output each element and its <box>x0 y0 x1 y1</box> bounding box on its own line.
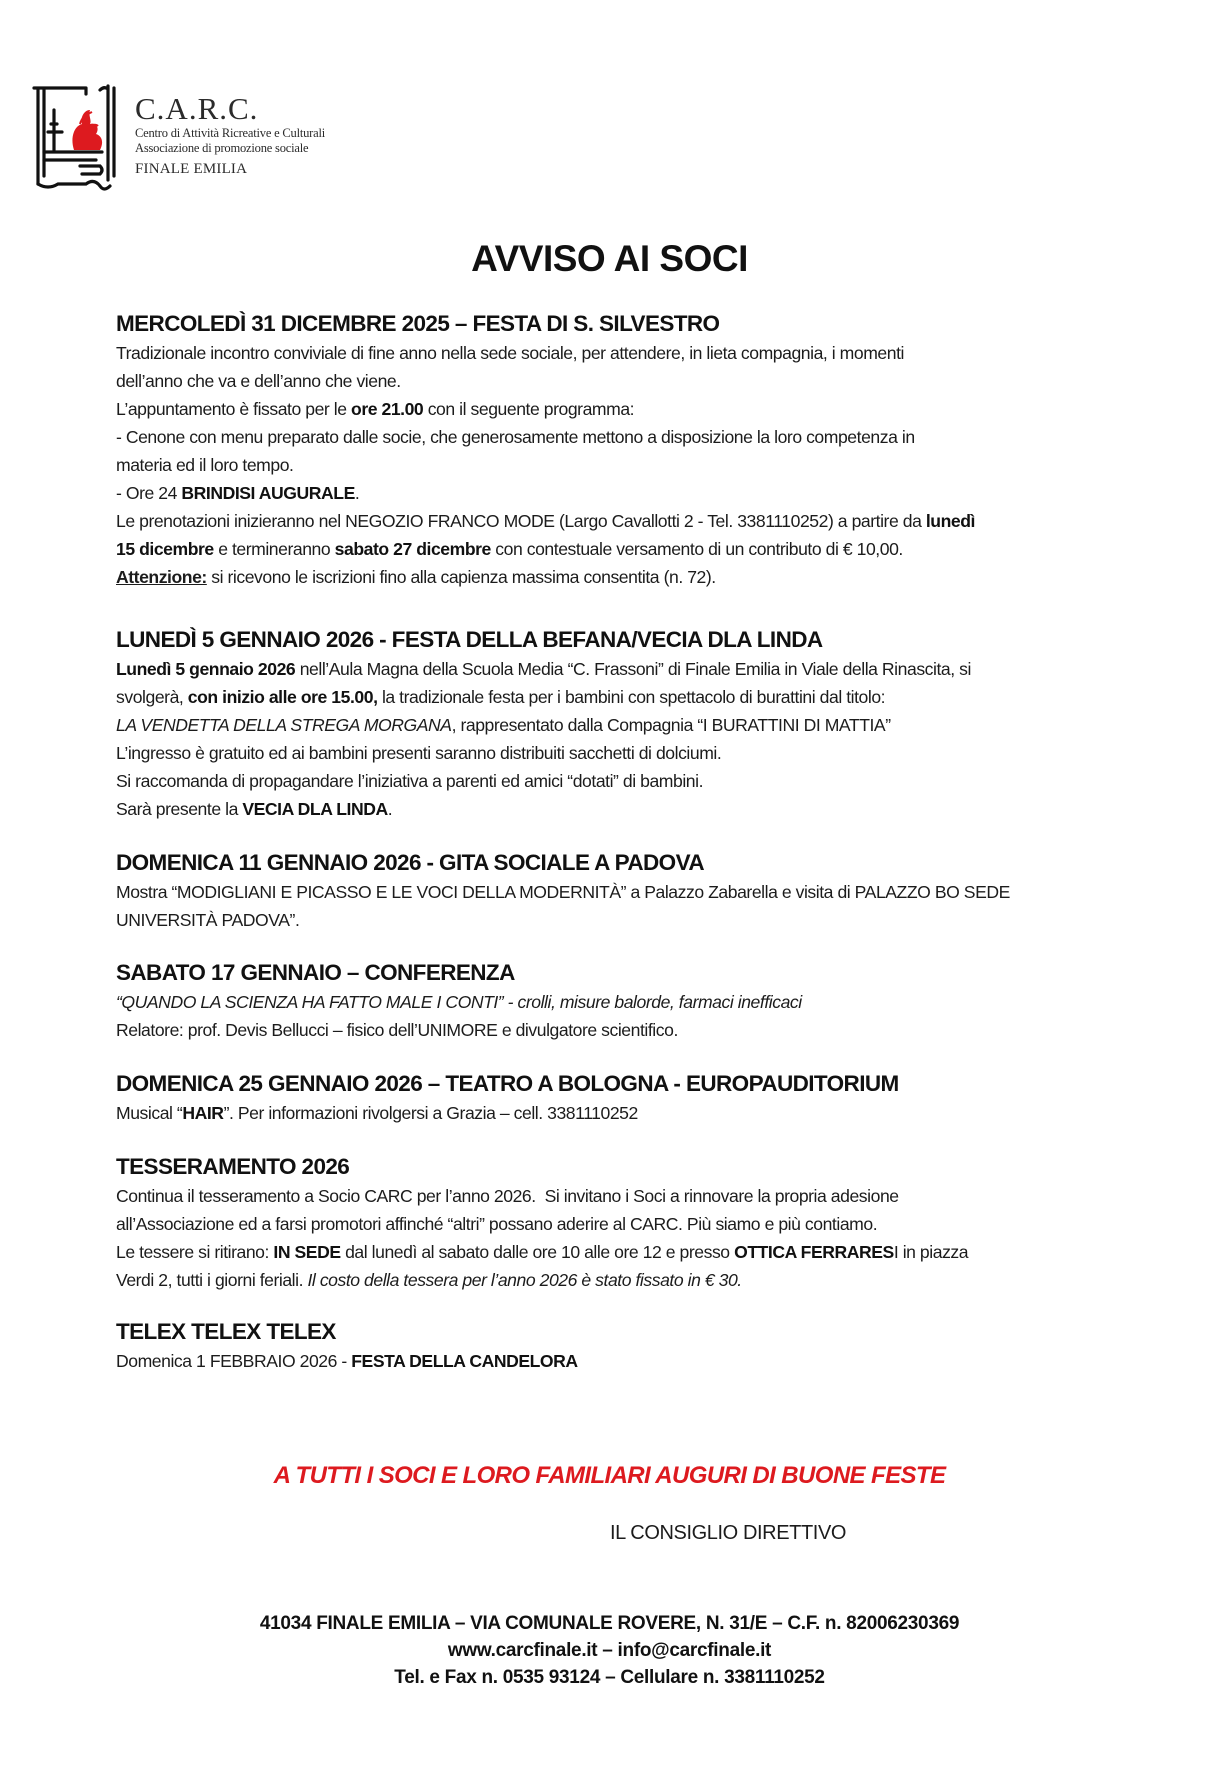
section-heading: SABATO 17 GENNAIO – CONFERENZA <box>116 960 515 985</box>
text-span: I in piazza <box>893 1242 969 1262</box>
text-line <box>116 1099 1176 1127</box>
text-line: - Cenone con menu preparato dalle socie, che generosamente mettono a disposizione la loro competenza in <box>116 427 915 447</box>
section-conferenza <box>116 958 1176 1044</box>
footer-phone: Tel. e Fax n. 0535 93124 – Cellulare n. 3381110252 <box>394 1667 825 1688</box>
brand-city: FINALE EMILIA <box>135 161 248 177</box>
section-padova <box>116 848 1176 934</box>
section-telex <box>116 1317 1176 1375</box>
brand-subtitle-1: Centro di Attività Ricreative e Culturali <box>135 126 326 140</box>
section-silvestro <box>116 309 1176 591</box>
logo-emblem-icon <box>30 80 122 194</box>
section-heading: DOMENICA 11 GENNAIO 2026 - GITA SOCIALE A PADOVA <box>116 850 704 875</box>
text-span: nell’Aula Magna della Scuola Media “C. Frassoni” di Finale Emilia in Viale della Rinascita, si <box>295 659 971 679</box>
text-line <box>116 1347 1176 1375</box>
bold-highlight: IN SEDE <box>273 1242 341 1262</box>
bold-highlight: OTTICA FERRARES <box>734 1242 894 1262</box>
text-span: con contestuale versamento di un contributo di € 10,00. <box>490 539 903 559</box>
text-line: all’Associazione ed a farsi promotori affinché “altri” possano aderire al CARC. Più siamo e più contiamo. <box>116 1214 878 1234</box>
text-line <box>116 1238 1176 1266</box>
text-line: Continua il tesseramento a Socio CARC per l’anno 2026. Si invitano i Soci a rinnovare la propria adesione <box>116 1186 899 1206</box>
text-line <box>116 507 1176 535</box>
text-span: . <box>387 799 393 819</box>
text-line: Mostra “MODIGLIANI E PICASSO E LE VOCI DELLA MODERNITÀ” a Palazzo Zabarella e visita di PALAZZO BO SEDE <box>116 882 1010 902</box>
attention-label: Attenzione: <box>116 567 207 587</box>
text-line: “QUANDO LA SCIENZA HA FATTO MALE I CONTI” - crolli, misure balorde, farmaci inefficaci <box>116 992 802 1012</box>
text-span: - Ore 24 <box>116 483 182 503</box>
bold-highlight: con inizio alle ore 15.00, <box>187 687 378 707</box>
text-span: e termineranno <box>213 539 335 559</box>
text-span: L’appuntamento è fissato per le <box>116 399 352 419</box>
bold-highlight: BRINDISI AUGURALE <box>181 483 355 503</box>
italic-note: Il costo della tessera per l’anno 2026 è stato fissato in € 30. <box>307 1270 742 1290</box>
text-span: . <box>354 483 360 503</box>
text-line <box>116 795 1176 823</box>
text-line: materia ed il loro tempo. <box>116 455 294 475</box>
text-line <box>116 655 1176 683</box>
text-line <box>116 479 1176 507</box>
text-span: Le tessere si ritirano: <box>116 1242 274 1262</box>
text-span: Musical “ <box>116 1103 183 1123</box>
section-tesseramento <box>116 1152 1176 1294</box>
text-line <box>116 535 1176 563</box>
bold-highlight: Lunedì 5 gennaio 2026 <box>116 659 296 679</box>
text-line: dell’anno che va e dell’anno che viene. <box>116 371 401 391</box>
section-teatro <box>116 1069 1176 1127</box>
text-line: L’ingresso è gratuito ed ai bambini presenti saranno distribuiti sacchetti di dolciumi. <box>116 743 722 763</box>
section-heading: DOMENICA 25 GENNAIO 2026 – TEATRO A BOLOGNA - EUROPAUDITORIUM <box>116 1071 899 1096</box>
text-line <box>116 563 1176 591</box>
brand-name: C.A.R.C. <box>135 91 259 126</box>
text-span: la tradizionale festa per i bambini con spettacolo di burattini dal titolo: <box>377 687 886 707</box>
signature: IL CONSIGLIO DIRETTIVO <box>610 1522 847 1544</box>
text-line <box>116 395 1176 423</box>
footer-address: 41034 FINALE EMILIA – VIA COMUNALE ROVERE, N. 31/E – C.F. n. 82006230369 <box>259 1613 960 1634</box>
section-befana <box>116 625 1176 823</box>
bold-highlight: HAIR <box>182 1103 224 1123</box>
text-span: dal lunedì al sabato dalle ore 10 alle ore 12 e presso <box>340 1242 735 1262</box>
brand-subtitle-2: Associazione di promozione sociale <box>135 141 309 155</box>
bold-highlight: VECIA DLA LINDA <box>242 799 388 819</box>
section-heading: LUNEDÌ 5 GENNAIO 2026 - FESTA DELLA BEFANA/VECIA DLA LINDA <box>116 627 823 652</box>
text-span: svolgerà, <box>116 687 188 707</box>
text-span: , rappresentato dalla Compagnia “I BURATTINI DI MATTIA” <box>451 715 891 735</box>
text-line: Relatore: prof. Devis Bellucci – fisico dell’UNIMORE e divulgatore scientifico. <box>116 1020 678 1040</box>
text-span: Domenica 1 FEBBRAIO 2026 - <box>116 1351 352 1371</box>
bold-highlight: FESTA DELLA CANDELORA <box>351 1351 578 1371</box>
show-title: LA VENDETTA DELLA STREGA MORGANA <box>116 715 452 735</box>
section-heading: TESSERAMENTO 2026 <box>116 1154 350 1179</box>
carc-logo <box>30 80 122 194</box>
section-heading: MERCOLEDÌ 31 DICEMBRE 2025 – FESTA DI S. SILVESTRO <box>116 311 720 336</box>
text-span: Le prenotazioni inizieranno nel NEGOZIO FRANCO MODE (Largo Cavallotti 2 - Tel. 3381110252) a partire da <box>116 511 926 531</box>
text-line: Tradizionale incontro conviviale di fine anno nella sede sociale, per attendere, in lieta compagnia, i momenti <box>116 343 904 363</box>
text-line <box>116 683 1176 711</box>
text-line: Si raccomanda di propagandare l’iniziativa a parenti ed amici “dotati” di bambini. <box>116 771 704 791</box>
page-title: AVVISO AI SOCI <box>471 238 748 279</box>
section-heading: TELEX TELEX TELEX <box>116 1319 336 1344</box>
holiday-greeting: A TUTTI I SOCI E LORO FAMILIARI AUGURI DI BUONE FESTE <box>273 1462 946 1489</box>
bold-highlight: 15 dicembre <box>116 539 214 559</box>
bold-highlight: lunedì <box>925 511 975 531</box>
bold-highlight: sabato 27 dicembre <box>334 539 491 559</box>
footer-web-email: www.carcfinale.it – info@carcfinale.it <box>447 1640 772 1661</box>
text-span: si ricevono le iscrizioni fino alla capienza massima consentita (n. 72). <box>206 567 716 587</box>
text-span: Verdi 2, tutti i giorni feriali. <box>116 1270 308 1290</box>
brand-block <box>135 92 325 179</box>
text-span: Sarà presente la <box>116 799 243 819</box>
text-span: ”. Per informazioni rivolgersi a Grazia – cell. 3381110252 <box>223 1103 638 1123</box>
time-highlight: ore 21.00 <box>351 399 424 419</box>
text-line <box>116 1266 1176 1294</box>
footer <box>0 1610 1219 1691</box>
text-line <box>116 711 1176 739</box>
text-line: UNIVERSITÀ PADOVA”. <box>116 910 300 930</box>
text-span: con il seguente programma: <box>423 399 635 419</box>
